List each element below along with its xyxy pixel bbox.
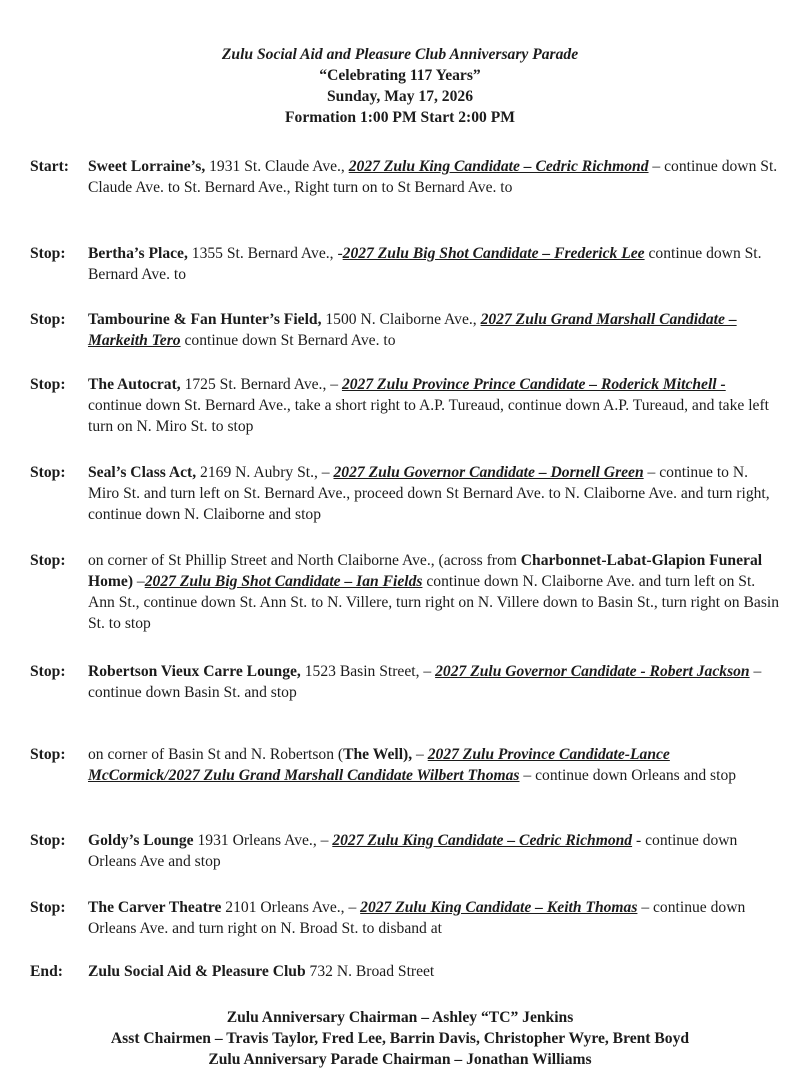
stop-address: 1355 St. Bernard Ave., - [187,245,343,262]
stop-label: Stop: [30,376,66,393]
stop-text [88,661,780,703]
stop-text [88,374,780,437]
route-stop [30,830,780,872]
stop-address: 1500 N. Claiborne Ave., [321,311,481,328]
stop-address: 732 N. Broad Street [305,963,435,980]
stop-name: The Well), [343,746,413,763]
stop-name: Sweet Lorraine’s, [88,158,206,175]
stop-name: The Autocrat, [88,376,181,393]
stop-candidate: 2027 Zulu King Candidate – Cedric Richmond [348,158,649,175]
route-stop-start [30,156,780,198]
stop-text [88,462,780,525]
document-header [0,44,800,128]
route-stop [30,661,780,703]
stop-location: on corner of Basin St and N. Robertson ( [88,746,344,763]
stop-address: 1931 Orleans Ave., – [193,832,333,849]
stop-address: 1523 Basin Street, – [300,663,436,680]
stop-name: The Carver Theatre [88,899,222,916]
parade-date: Sunday, May 17, 2026 [326,88,473,105]
route-stop [30,243,780,285]
anniversary-chairman: Zulu Anniversary Chairman – Ashley “TC” Jenkins [226,1009,574,1026]
route-stop [30,374,780,437]
stop-label: Stop: [30,245,66,262]
stop-directions: – continue down Orleans and stop [519,767,737,784]
stop-directions: – continue to N. Miro St. and turn left on St. Bernard Ave., proceed down St Bernard Ave. to N. Claiborne Ave. and turn right, continue down N. Claiborne and stop [88,464,770,523]
stop-directions: continue down St. Bernard Ave., take a short right to A.P. Tureaud, continue down A.P. Tureaud, and take left turn on N. Miro St. to stop [88,397,769,435]
stop-label: Stop: [30,899,66,916]
stop-name: Seal’s Class Act, [88,464,197,481]
stop-candidate: 2027 Zulu Governor Candidate - Robert Jackson [435,663,750,680]
route-stop [30,309,780,351]
stop-label: Stop: [30,311,66,328]
document-footer [0,1007,800,1070]
stop-address: – [412,746,428,763]
stop-candidate: 2027 Zulu Big Shot Candidate – Frederick Lee [342,245,645,262]
stop-label: End: [30,963,63,980]
stop-text [88,550,780,634]
stop-label: Stop: [30,832,66,849]
stop-address: – [133,573,145,590]
stop-address: 1931 St. Claude Ave., [205,158,349,175]
stop-candidate: 2027 Zulu Grand Marshall Candidate – Markeith Tero [88,311,737,349]
stop-name: Robertson Vieux Carre Lounge, [88,663,301,680]
stop-address: 2169 N. Aubry St., – [196,464,334,481]
stop-label: Stop: [30,663,66,680]
stop-name: Bertha’s Place, [88,245,188,262]
stop-candidate: 2027 Zulu Big Shot Candidate – Ian Fields [144,573,423,590]
parade-chairman: Zulu Anniversary Parade Chairman – Jonathan Williams [208,1051,592,1068]
stop-label: Start: [30,158,69,175]
stop-directions: – continue down St. Claude Ave. to St. Bernard Ave., Right turn on to St Bernard Ave. to [88,158,778,196]
stop-address: 1725 St. Bernard Ave., – [180,376,342,393]
stop-text [88,830,780,872]
stop-candidate: 2027 Zulu King Candidate – Keith Thomas [360,899,638,916]
stop-address: 2101 Orleans Ave., – [221,899,361,916]
stop-text [88,243,780,285]
route-stop [30,897,780,939]
stop-text [88,744,780,786]
route-stop [30,462,780,525]
stop-text [88,156,780,198]
stop-directions: - continue down Orleans Ave and stop [88,832,738,870]
parade-times: Formation 1:00 PM Start 2:00 PM [285,109,515,126]
stop-text [88,897,780,939]
stop-label: Stop: [30,552,66,569]
stop-label: Stop: [30,746,66,763]
stop-directions: – continue down Orleans Ave. and turn right on N. Broad St. to disband at [88,899,746,937]
stop-candidate: 2027 Zulu Governor Candidate – Dornell Green [333,464,644,481]
stop-name: Charbonnet-Labat-Glapion Funeral Home) [88,552,763,590]
parade-subtitle: “Celebrating 117 Years” [319,67,481,84]
stop-directions: – continue down Basin St. and stop [88,663,762,701]
stop-candidate: 2027 Zulu Province Prince Candidate – Roderick Mitchell - [341,376,726,393]
stop-location: on corner of St Phillip Street and North Claiborne Ave., (across from [88,552,521,569]
stop-directions: continue down St Bernard Ave. to [180,332,396,349]
route-stop [30,744,780,786]
stop-text [88,961,780,982]
parade-title: Zulu Social Aid and Pleasure Club Anniversary Parade [221,46,579,63]
stop-name: Tambourine & Fan Hunter’s Field, [88,311,322,328]
stop-candidate: 2027 Zulu King Candidate – Cedric Richmond [332,832,633,849]
stop-candidate: 2027 Zulu Province Candidate-Lance McCormick/2027 Zulu Grand Marshall Candidate Wilbert Thomas [88,746,670,784]
route-end [30,961,780,982]
stop-directions: continue down St. Bernard Ave. to [88,245,762,283]
stop-name: Goldy’s Lounge [88,832,194,849]
route-stop [30,550,780,634]
stop-directions: continue down N. Claiborne Ave. and turn left on St. Ann St., continue down St. Ann St. to N. Villere, turn right on N. Villere down to Basin St., turn right on Basin St. to stop [88,573,780,632]
stop-label: Stop: [30,464,66,481]
stop-text [88,309,780,351]
stop-name: Zulu Social Aid & Pleasure Club [88,963,306,980]
assistant-chairmen: Asst Chairmen – Travis Taylor, Fred Lee, Barrin Davis, Christopher Wyre, Brent Boyd [110,1030,690,1047]
